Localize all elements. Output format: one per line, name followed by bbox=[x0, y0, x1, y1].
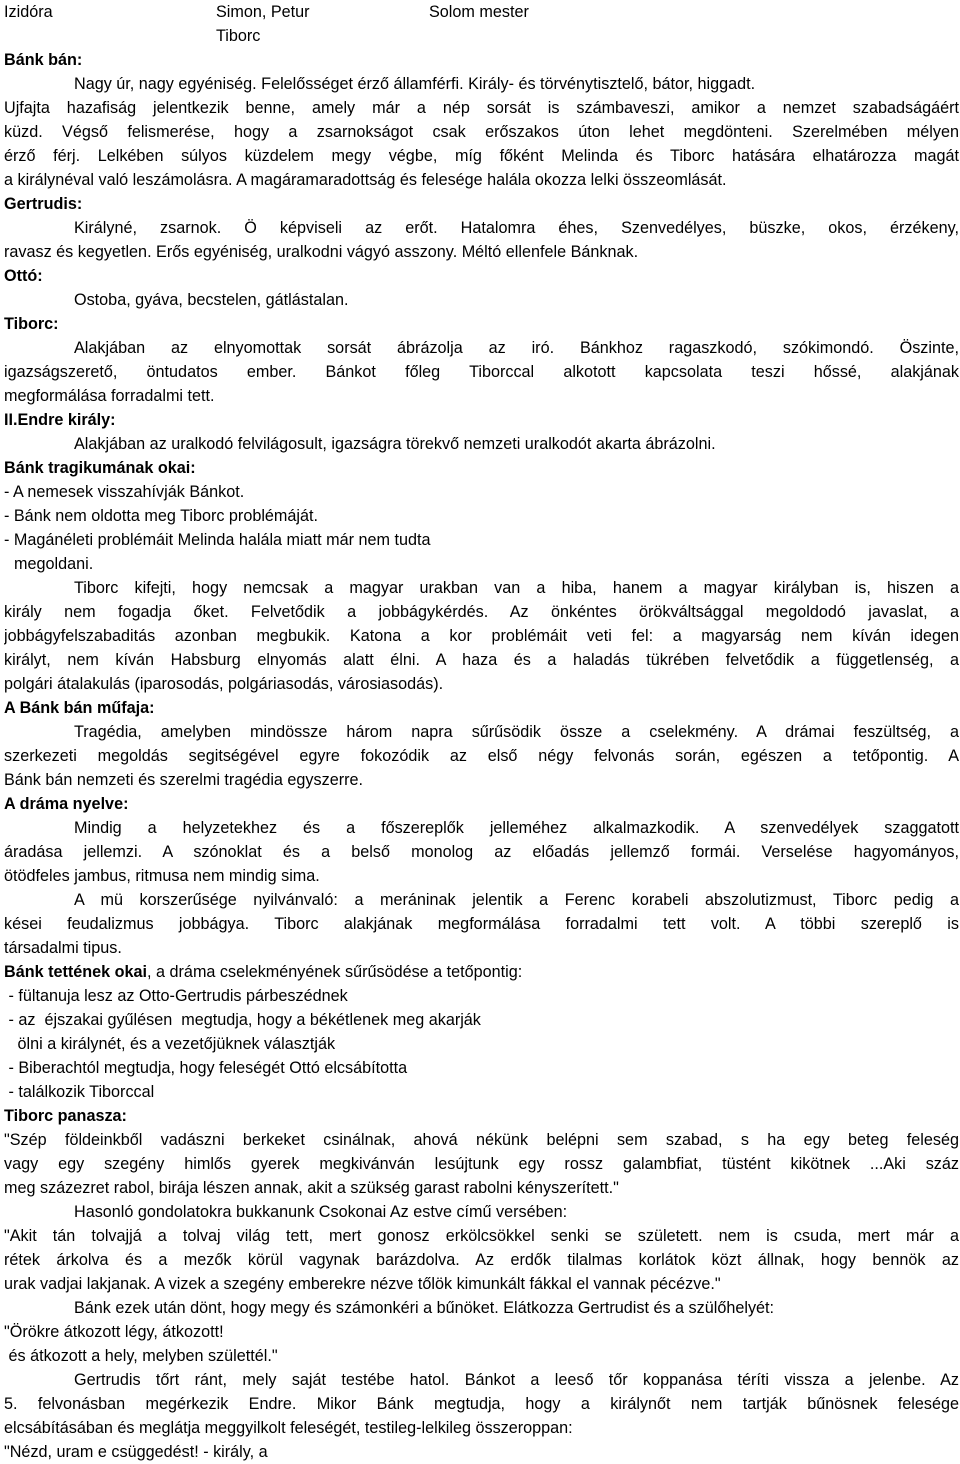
section-heading: Tiborc: bbox=[4, 315, 59, 333]
text-line: áradása jellemzi. A szónoklat és a belső monolog az előadás jellemző formái. Verselése hagyományos, bbox=[4, 843, 959, 861]
text-line: ölni a királynét, és a vezetőjüknek választják bbox=[4, 1035, 336, 1053]
text-line: király nem fogadja őket. Felvetődik a jobbágykérdés. Az önkéntes örökváltsággal megoldodó javaslat, a bbox=[4, 603, 959, 621]
document-body bbox=[4, 48, 959, 1464]
text-line: a királynéval való leszámolásra. A magáramaradottság és felesége halála okozza lelki összeomlását. bbox=[4, 171, 727, 189]
text-line: és átkozott a hely, melyben születtél." bbox=[4, 1347, 278, 1365]
text-line: Gertrudis tőrt ránt, mely saját testébe hatol. Bánkot a leeső tőr koppanása téríti vissza a jelenbe. Az bbox=[74, 1371, 959, 1389]
text-line: Tragédia, amelyben mindössze három napra sűrűsödik össze a cselekmény. A drámai feszültség, a bbox=[74, 723, 959, 741]
text-line: "Szép földeinkből vadászni berkeket csinálnak, ahová nékünk belépni sem szabad, s ha egy beteg feleség bbox=[4, 1131, 959, 1149]
header-name-solom: Solom mester bbox=[429, 3, 529, 21]
document-page bbox=[4, 0, 959, 1464]
text-line: Bánk tettének okai, a dráma cselekményének sűrűsödése a tetőpontig: bbox=[4, 963, 523, 981]
text-line: 5. felvonásban megérkezik Endre. Mikor Bánk megtudja, hogy a királynőt nem tartják bűnösnek felesége bbox=[4, 1395, 959, 1413]
section-heading: Tiborc panasza: bbox=[4, 1107, 127, 1125]
text-line: urak vadjai lakjanak. A vizek a szegény emberekre nézve tőlök kimunkált fákkal el vannak pécézve." bbox=[4, 1275, 721, 1293]
header-name-tiborc: Tiborc bbox=[216, 27, 261, 45]
section-heading: Bánk bán: bbox=[4, 51, 83, 69]
text-line: Mindig a helyzetekhez és a főszereplők jelleméhez alkalmazkodik. A szenvedélyek szaggatott bbox=[74, 819, 959, 837]
text-line: igazságszerető, öntudatos ember. Bánkot főleg Tiborccal alkotott kapcsolata teszi hőssé, alakjának bbox=[4, 363, 959, 381]
text-line: - fültanuja lesz az Otto-Gertrudis párbeszédnek bbox=[4, 987, 348, 1005]
text-line: "Örökre átkozott légy, átkozott! bbox=[4, 1323, 224, 1341]
text-line: - az éjszakai gyűlésen megtudja, hogy a békétlenek meg akarják bbox=[4, 1011, 481, 1029]
text-line: vagy egy szegény himlős gyerek megkivánván lesújtunk egy rossz galambfiat, tüstént kikötnek ...Aki száz bbox=[4, 1155, 959, 1173]
text-line: Tiborc kifejti, hogy nemcsak a magyar urakban van a hiba, hanem a magyar királyban is, hiszen a bbox=[74, 579, 959, 597]
text-line: küzd. Végső felismerése, hogy a zsarnokságot csak erőszakos úton lehet megdönteni. Szerelmében mélyen bbox=[4, 123, 959, 141]
text-line: szerkezeti megoldás segitségével egyre fokozódik az első négy felvonás során, egészen a tetőpontig. A bbox=[4, 747, 959, 765]
header-line-2 bbox=[4, 24, 959, 48]
text-line: Királyné, zsarnok. Ö képviseli az erőt. Hatalomra éhes, Szenvedélyes, büszke, okos, érzékeny, bbox=[74, 219, 959, 237]
text-line: társadalmi tipus. bbox=[4, 939, 122, 957]
text-line: Bánk ezek után dönt, hogy megy és számonkéri a bűnöket. Elátkozza Gertrudist és a szülőhelyét: bbox=[74, 1299, 775, 1317]
text-line: Ujfajta hazafiság jelentkezik benne, amely már a nép sorsát is számbaveszi, amikor a nemzet szabadságáért bbox=[4, 99, 959, 117]
text-line: - A nemesek visszahívják Bánkot. bbox=[4, 483, 245, 501]
text-line: elcsábításában és meglátja meggyilkolt feleségét, testileg-lelkileg összeroppan: bbox=[4, 1419, 573, 1437]
text-line: kései feudalizmus jobbágya. Tiborc alakjának megformálása forradalmi tett volt. A többi szereplő is bbox=[4, 915, 959, 933]
text-line: - Magánéleti problémáit Melinda halála miatt már nem tudta bbox=[4, 531, 431, 549]
text-line: Hasonló gondolatokra bukkanunk Csokonai Az estve című versében: bbox=[74, 1203, 568, 1221]
text-line: - Bánk nem oldotta meg Tiborc problémáját. bbox=[4, 507, 319, 525]
character-header bbox=[4, 0, 959, 24]
text-line: "Nézd, uram e csüggedést! - király, a bbox=[4, 1443, 268, 1461]
text-line: érző férj. Lelkében súlyos küzdelem megy végbe, míg főként Melinda és Tiborc hatására elhatározza magát bbox=[4, 147, 959, 165]
header-name-izidora: Izidóra bbox=[4, 3, 53, 21]
text-line: Alakjában az uralkodó felvilágosult, igazságra törekvő nemzeti uralkodót akarta ábrázolni. bbox=[74, 435, 716, 453]
text-line: megformálása forradalmi tett. bbox=[4, 387, 215, 405]
text-line: megoldani. bbox=[14, 555, 94, 573]
text-line: Nagy úr, nagy egyéniség. Felelősséget érző államférfi. Király- és törvénytisztelő, bátor, higgadt. bbox=[74, 75, 756, 93]
header-name-simon-petur: Simon, Petur bbox=[216, 3, 310, 21]
section-heading: A dráma nyelve: bbox=[4, 795, 129, 813]
text-line: rétek árkolva és a mezők körül vagynak barázdolva. Az erdők tilalmas korlátok közt állnak, hogy bennök az bbox=[4, 1251, 959, 1269]
text-line: - Biberachtól megtudja, hogy feleségét Ottó elcsábította bbox=[4, 1059, 408, 1077]
section-heading: Bánk tragikumának okai: bbox=[4, 459, 196, 477]
text-line: - találkozik Tiborccal bbox=[4, 1083, 155, 1101]
text-line: ravasz és kegyetlen. Erős egyéniség, uralkodni vágyó asszony. Méltó ellenfele Bánknak. bbox=[4, 243, 639, 261]
text-line: királyt, nem kíván Habsburg elnyomás alatt élni. A haza és a haladás tükrében felvetődik a függetlenség, a bbox=[4, 651, 959, 669]
text-line: jobbágyfelszabaditás azonban megbukik. Katona a kor problémáit veti fel: a magyarság nem kíván idegen bbox=[4, 627, 959, 645]
section-heading: Gertrudis: bbox=[4, 195, 83, 213]
text-line: Ostoba, gyáva, becstelen, gátlástalan. bbox=[74, 291, 349, 309]
text-line: Bánk bán nemzeti és szerelmi tragédia egyszerre. bbox=[4, 771, 363, 789]
section-heading: II.Endre király: bbox=[4, 411, 116, 429]
section-heading: A Bánk bán műfaja: bbox=[4, 699, 155, 717]
text-line: ötödfeles jambus, ritmusa nem mindig sima. bbox=[4, 867, 320, 885]
text-line: polgári átalakulás (iparosodás, polgáriasodás, városiasodás). bbox=[4, 675, 444, 693]
text-line: meg százezret rabol, birája lészen annak, akit a szükség garast rabolni kényszerített." bbox=[4, 1179, 619, 1197]
section-heading: Ottó: bbox=[4, 267, 43, 285]
text-line: Alakjában az elnyomottak sorsát ábrázolja az iró. Bánkhoz ragaszkodó, szókimondó. Öszinte, bbox=[74, 339, 959, 357]
text-line: "Akit tán tolvajjá a tolvaj világ tett, mert gonosz erkölcsökkel senki se született. nem is csuda, mert már a bbox=[4, 1227, 959, 1245]
text-line: A mü korszerűsége nyilvánvaló: a meráninak jelentik a Ferenc korabeli abszolutizmust, Tiborc pedig a bbox=[74, 891, 959, 909]
